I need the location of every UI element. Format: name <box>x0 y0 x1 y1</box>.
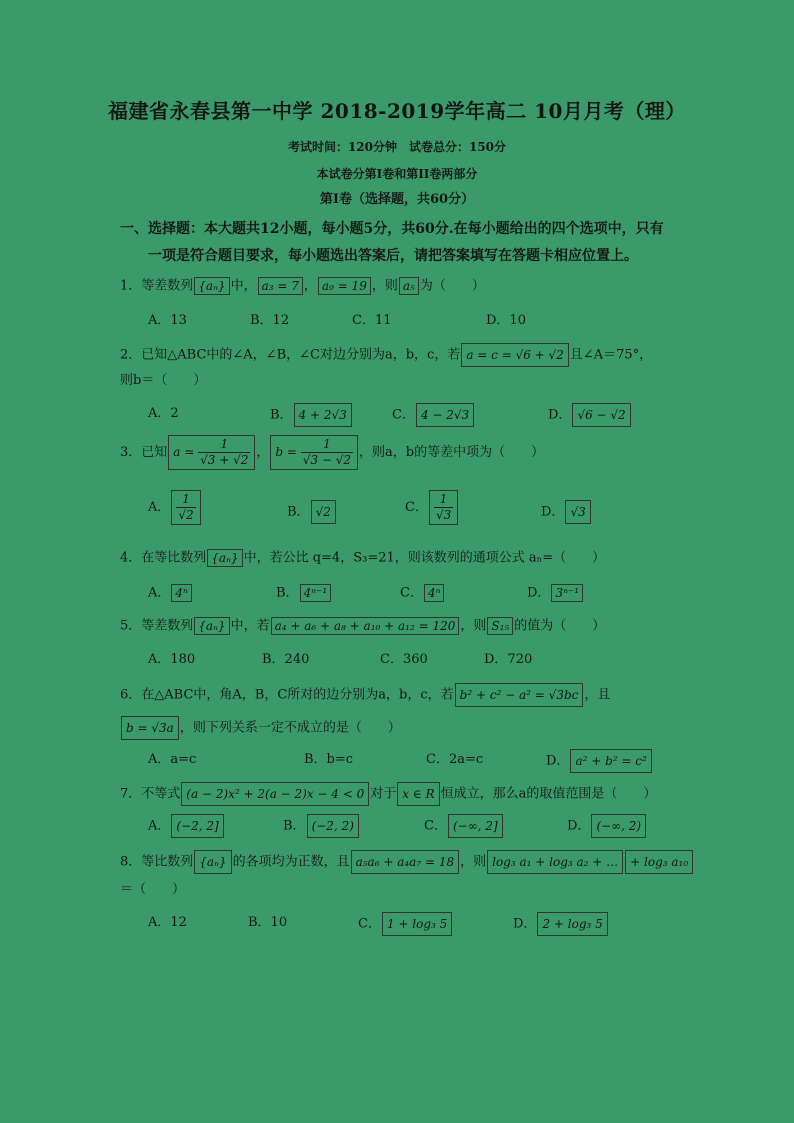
q2-option-a: A．2 <box>148 406 179 421</box>
q6-formula-1: b² + c² − a² = √3bc <box>455 683 584 707</box>
q6-option-d <box>546 749 653 773</box>
q1-option-d: D．10 <box>486 313 526 328</box>
q1-formula-2: a₃ = 7 <box>258 277 303 295</box>
q3-option-a-denominator: √2 <box>178 508 194 522</box>
part-heading: 第I卷（选择题，共60分） <box>319 192 475 207</box>
page-title: 福建省永春县第一中学 2018-2019学年高二 10月月考（理） <box>108 99 686 123</box>
q4-option-d <box>527 584 584 603</box>
q8-formula-2: a₅a₆ + a₄a₇ = 18 <box>351 850 460 874</box>
q3-option-c-numerator: 1 <box>434 492 453 508</box>
q4-stem: 4．在等比数列 <box>120 550 207 566</box>
q8-option-d-label: D． <box>513 916 537 932</box>
q5-text-2: ，则 <box>460 618 487 634</box>
q4-option-b-label: B． <box>276 585 299 601</box>
q5-option-b: B．240 <box>262 652 310 667</box>
q3-b-numerator: 1 <box>301 437 353 453</box>
q7-option-d <box>567 814 647 838</box>
q8-option-b: B．10 <box>248 915 288 930</box>
q1-text-4: 为（ ） <box>419 278 485 294</box>
q6-formula-2: b = √3a <box>121 716 179 740</box>
q5-option-c: C．360 <box>380 652 428 667</box>
q8-option-c-label: C． <box>358 916 381 932</box>
q7-option-c <box>424 814 504 838</box>
q7-stem: 7．不等式 <box>120 786 181 802</box>
q4-formula-1: {aₙ} <box>207 549 242 567</box>
question-7 <box>120 782 656 806</box>
q3-option-c-label: C． <box>405 500 428 515</box>
q1-option-b: B．12 <box>250 313 290 328</box>
question-5 <box>120 617 605 636</box>
q2-option-c <box>392 403 475 427</box>
q2-text-1: 且∠A＝75°， <box>569 347 653 363</box>
q3-option-d <box>541 500 592 524</box>
q4-option-d-formula: 3ⁿ⁻¹ <box>551 584 583 602</box>
q8-formula-1: {aₙ} <box>194 850 231 874</box>
q7-option-a-formula: (−2, 2] <box>171 814 223 838</box>
q3-a-lhs: a = <box>173 445 195 459</box>
q7-formula-1: (a − 2)x² + 2(a − 2)x − 4 < 0 <box>181 782 369 806</box>
q3-option-b-label: B． <box>287 504 310 520</box>
q5-option-a: A．180 <box>148 652 196 667</box>
q3-option-b <box>287 500 337 524</box>
q3-a-fraction <box>198 437 250 468</box>
q3-option-c-denominator: √3 <box>435 508 452 522</box>
question-6 <box>120 683 610 707</box>
q7-option-a-label: A． <box>148 818 171 834</box>
q3-a-denominator: √3 + √2 <box>200 453 249 467</box>
q3-b-denominator: √3 − √2 <box>302 453 352 467</box>
q3-option-d-label: D． <box>541 504 565 520</box>
section-intro-1: 一、选择题：本大题共12小题，每小题5分，共60分.在每小题给出的四个选项中，只有 <box>120 221 664 237</box>
question-4 <box>120 549 605 568</box>
q2-line-2: 则b＝（ ） <box>120 373 207 388</box>
q1-formula-1: {aₙ} <box>194 277 229 295</box>
q3-text: ，则a，b的等差中项为（ ） <box>359 445 545 460</box>
q8-option-c <box>358 912 453 936</box>
q1-text-1: 中， <box>230 278 257 294</box>
q5-text-3: 的值为（ ） <box>514 618 606 634</box>
q4-text: 中，若公比 q=4，S₃=21，则该数列的通项公式 aₙ=（ ） <box>243 550 606 566</box>
q8-formula-3: log₃ a₁ + log₃ a₂ + … <box>487 850 623 874</box>
q6-option-a: A．a=c <box>148 752 197 767</box>
q5-formula-1: {aₙ} <box>194 617 229 635</box>
q3-option-c <box>405 490 459 525</box>
q2-option-d <box>548 403 632 427</box>
q8-option-c-formula: 1 + log₃ 5 <box>382 912 452 936</box>
q8-option-a: A．12 <box>148 915 187 930</box>
q3-option-c-fraction <box>434 492 453 523</box>
q8-stem: 8．等比数列 <box>120 854 194 870</box>
q1-text-2: ， <box>303 278 317 294</box>
q7-text-1: 对于 <box>370 786 397 802</box>
q6-text-2: ，则下列关系一定不成立的是（ ） <box>179 720 401 736</box>
q8-formula-4: + log₃ a₁₀ <box>625 850 693 874</box>
q3-option-a-label: A． <box>148 500 171 515</box>
q4-option-a-label: A． <box>148 585 171 601</box>
q4-option-b-formula: 4ⁿ⁻¹ <box>300 584 332 602</box>
q8-text-2: ，则 <box>460 854 487 870</box>
exam-info: 考试时间：120分钟 试卷总分：150分 <box>287 140 507 154</box>
q4-option-a <box>148 584 193 603</box>
q2-formula-1: a = c = √6 + √2 <box>461 343 569 367</box>
q5-option-d: D．720 <box>484 652 533 667</box>
q7-option-c-label: C． <box>424 818 447 834</box>
q5-formula-2: a₄ + a₆ + a₈ + a₁₀ + a₁₂ = 120 <box>271 617 460 635</box>
q7-option-d-formula: (−∞, 2) <box>591 814 646 838</box>
q6-option-d-formula: a² + b² = c² <box>570 749 651 773</box>
q6-text-1: ，且 <box>584 687 611 703</box>
q3-option-b-formula: √2 <box>311 500 336 524</box>
q7-text-2: 恒成立，那么a的取值范围是（ ） <box>440 786 657 802</box>
section-intro-2: 一项是符合题目要求，每小题选出答案后，请把答案填写在答题卡相应位置上。 <box>148 248 638 264</box>
q3-stem: 3．已知 <box>120 445 168 460</box>
q2-option-b <box>270 403 353 427</box>
q3-b-fraction <box>301 437 353 468</box>
q7-option-d-label: D． <box>567 818 591 834</box>
q4-option-a-formula: 4ⁿ <box>171 584 192 602</box>
question-3: 3．已知 a = $\frac{1}{√3 + √2}$ ， b = $\frac{1}{√3 - √2}$ ，则a，b的等差中项为（ ） <box>120 435 544 470</box>
q3-option-a-formula <box>171 490 200 525</box>
q4-option-c <box>400 584 445 603</box>
q2-option-b-label: B． <box>270 407 293 423</box>
q7-option-b <box>283 814 360 838</box>
q5-formula-3: S₁₅ <box>487 617 513 635</box>
q3-formula-a <box>168 435 255 470</box>
q4-option-b <box>276 584 332 603</box>
q3-option-c-formula <box>429 490 458 525</box>
q2-option-d-formula: √6 − √2 <box>572 403 630 427</box>
q7-option-b-formula: (−2, 2) <box>307 814 359 838</box>
q3-formula-b <box>270 435 358 470</box>
q3-option-d-formula: √3 <box>565 500 590 524</box>
q3-b-lhs: b = <box>275 445 297 459</box>
question-1 <box>120 277 485 296</box>
q8-text-1: 的各项均为正数，且 <box>232 854 350 870</box>
q7-option-b-label: B． <box>283 818 306 834</box>
q1-option-c: C．11 <box>352 313 392 328</box>
q3-option-a-numerator: 1 <box>176 492 195 508</box>
q8-line-2: ＝（ ） <box>120 882 186 897</box>
q6-option-d-label: D． <box>546 753 570 769</box>
q4-option-d-label: D． <box>527 585 551 601</box>
question-2 <box>120 343 652 367</box>
q2-option-c-label: C． <box>392 407 415 423</box>
q6-option-b: B．b=c <box>304 752 354 767</box>
q2-option-b-formula: 4 + 2√3 <box>294 403 352 427</box>
q1-stem: 1．等差数列 <box>120 278 194 294</box>
exam-note: 本试卷分第I卷和第II卷两部分 <box>316 167 478 181</box>
q7-formula-2: x ∈ R <box>397 782 439 806</box>
q6-line-2 <box>120 716 401 740</box>
question-8 <box>120 850 694 874</box>
q3-option-a-fraction <box>176 492 195 523</box>
q8-option-d-formula: 2 + log₃ 5 <box>537 912 607 936</box>
q5-stem: 5．等差数列 <box>120 618 194 634</box>
q5-text-1: 中，若 <box>230 618 270 634</box>
q2-option-c-formula: 4 − 2√3 <box>416 403 474 427</box>
q3-option-a <box>148 490 202 525</box>
q2-stem: 2．已知△ABC中的∠A，∠B，∠C对边分别为a，b，c，若 <box>120 347 461 363</box>
q7-option-a <box>148 814 225 838</box>
q4-option-c-formula: 4ⁿ <box>424 584 445 602</box>
q1-option-a: A．13 <box>148 313 187 328</box>
q3-a-numerator: 1 <box>198 437 250 453</box>
q6-option-c: C．2a=c <box>426 752 484 767</box>
q8-option-d <box>513 912 609 936</box>
q2-option-d-label: D． <box>548 407 572 423</box>
q4-option-c-label: C． <box>400 585 423 601</box>
q7-option-c-formula: (−∞, 2] <box>448 814 503 838</box>
q6-stem: 6．在△ABC中，角A，B，C所对的边分别为a，b，c，若 <box>120 687 454 703</box>
q1-formula-4: a₅ <box>399 277 419 295</box>
q1-text-3: ，则 <box>371 278 398 294</box>
q1-formula-3: a₉ = 19 <box>318 277 371 295</box>
